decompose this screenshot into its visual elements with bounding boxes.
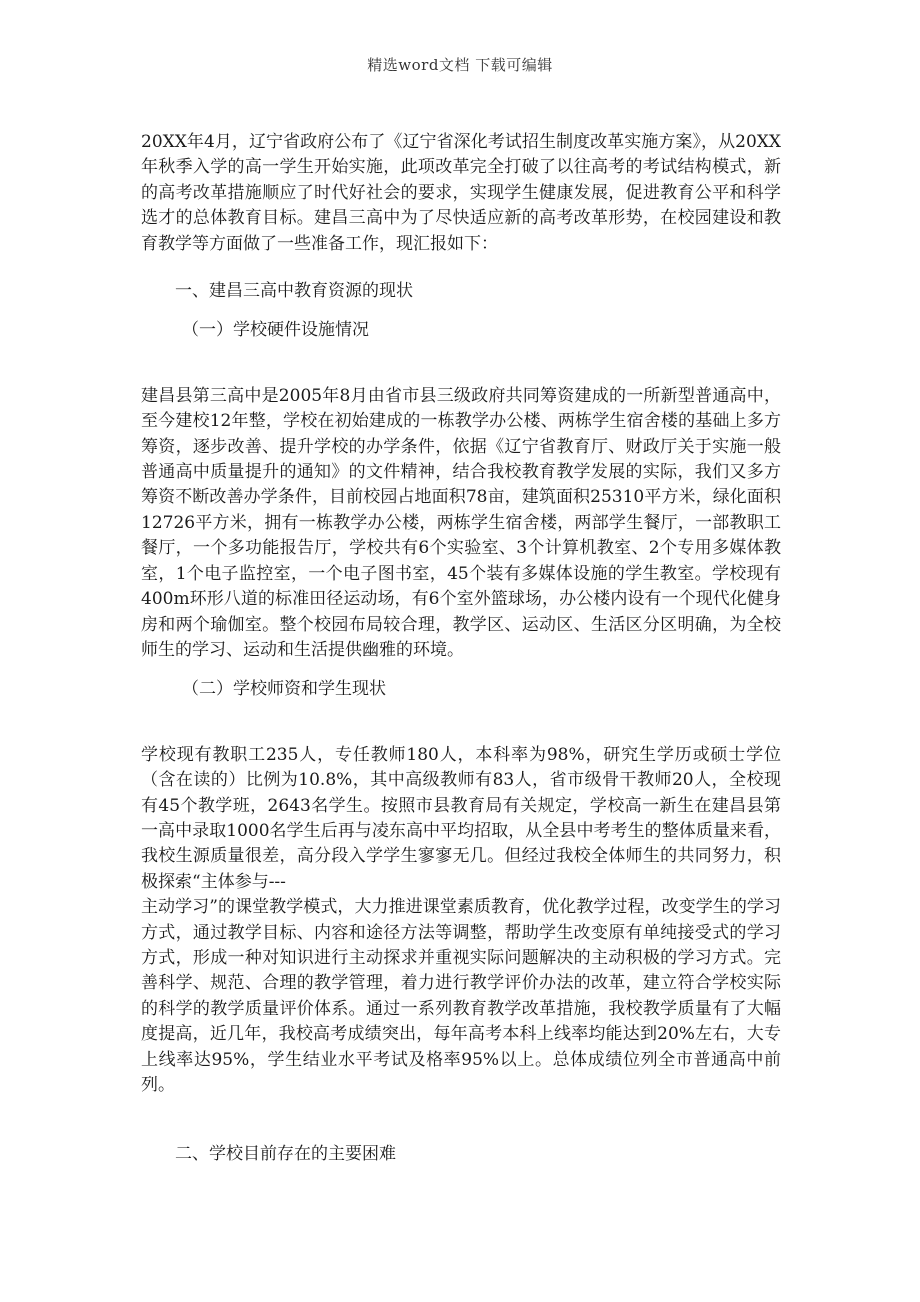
document-body [141,130,781,1182]
hardware-paragraph: 建昌县第三高中是2005年8月由省市县三级政府共同筹资建成的一所新型普通高中，至今建校12年整，学校在初始建成的一栋教学办公楼、两栋学生宿舍楼的基础上多方筹资，逐步改善、提升学校的办学条件，依据《辽宁省教育厅、财政厅关于实施一般普通高中质量提升的通知》的文件精神，结合我校教育教学发展的实际，我们又多方筹资不断改善办学条件，目前校园占地面积78亩，建筑面积25310平方米，绿化面积12726平方米，拥有一栋教学办公楼，两栋学生宿舍楼，两部学生餐厅，一部教职工餐厅，一个多功能报告厅，学校共有6个实验室、3个计算机教室、2个专用多媒体教室，1个电子监控室，一个电子图书室，45个装有多媒体设施的学生教室。学校现有400m环形八道的标准田径运动场，有6个室外篮球场，办公楼内设有一个现代化健身房和两个瑜伽室。整个校园布局较合理，教学区、运动区、生活区分区明确，为全校师生的学习、运动和生活提供幽雅的环境。 [141,385,781,660]
section-heading-2: 二、学校目前存在的主要困难 [175,1144,396,1165]
subsection-heading-1: （一）学校硬件设施情况 [182,320,369,341]
subsection-heading-2: （二）学校师资和学生现状 [182,679,386,700]
section-heading-1: 一、建昌三高中教育资源的现状 [175,281,413,302]
intro-paragraph: 20XX年4月，辽宁省政府公布了《辽宁省深化考试招生制度改革实施方案》，从20XX年秋季入学的高一学生开始实施，此项改革完全打破了以往高考的考试结构模式，新的高考改革措施顺应了时代好社会的要求，实现学生健康发展，促进教育公平和科学选才的总体教育目标。建昌三高中为了尽快适应新的高考改革形势，在校园建设和教育教学等方面做了一些准备工作，现汇报如下： [141,132,781,254]
staff-paragraph-part1: 学校现有教职工235人，专任教师180人，本科率为98%，研究生学历或硕士学位（含在读的）比例为10.8%，其中高级教师有83人，省市级骨干教师20人，全校现有45个教学班，2643名学生。按照市县教育局有关规定，学校高一新生在建昌县第一高中录取1000名学生后再与凌东高中平均招取，从全县中考考生的整体质量来看，我校生源质量很差，高分段入学学生寥寥无几。但经过我校全体师生的共同努力，积极探索“主体参与--- [141,744,781,892]
page-header: 精选word文档 下载可编辑 [367,56,553,74]
staff-paragraph-part2: 主动学习”的课堂教学模式，大力推进课堂素质教育，优化教学过程，改变学生的学习方式，通过教学目标、内容和途径方法等调整，帮助学生改变原有单纯接受式的学习方式，形成一种对知识进行主动探求并重视实际问题解决的主动积极的学习方式。完善科学、规范、合理的教学管理，着力进行教学评价办法的改革，建立符合学校实际的科学的教学质量评价体系。通过一系列教育教学改革措施，我校教学质量有了大幅度提高，近几年，我校高考成绩突出，每年高考本科上线率均能达到20%左右，大专上线率达95%，学生结业水平考试及格率95%以上。总体成绩位列全市普通高中前列。 [141,897,781,1095]
